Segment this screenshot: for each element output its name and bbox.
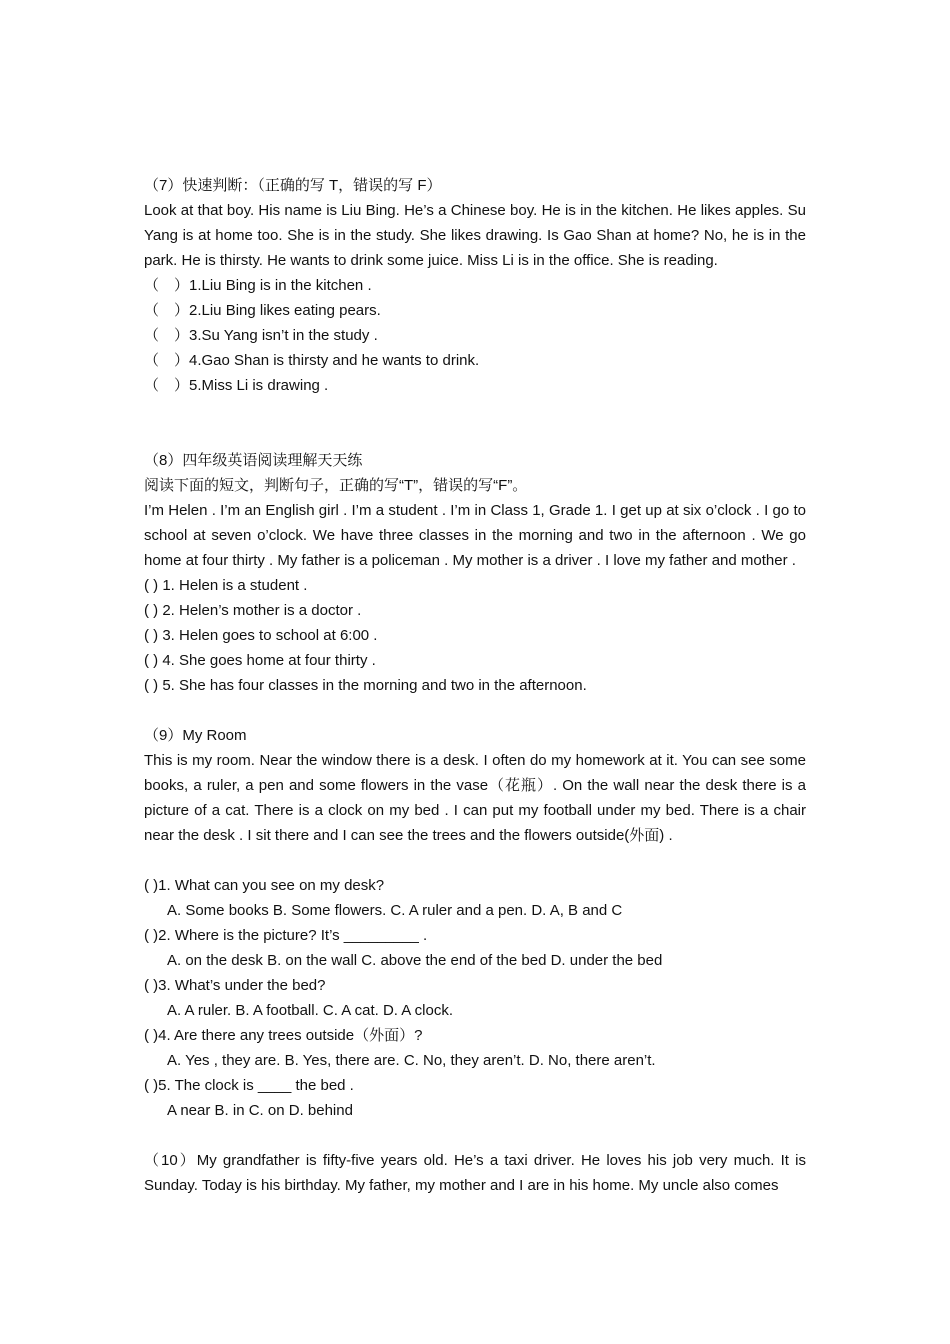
spacer xyxy=(144,1123,806,1148)
section-9-options-5: A near B. in C. on D. behind xyxy=(167,1102,353,1119)
section-9-question-2: ( )2. Where is the picture? It’s _________ . xyxy=(144,927,428,944)
section-9-question-1: ( )1. What can you see on my desk? xyxy=(144,877,385,894)
section-9-options-3: A. A ruler. B. A football. C. A cat. D. A clock. xyxy=(167,1002,453,1019)
section-7 xyxy=(144,173,806,398)
section-10 xyxy=(144,1148,806,1198)
spacer xyxy=(144,398,806,448)
section-9-options-4: A. Yes , they are. B. Yes, there are. C. No, they aren’t. D. No, there aren’t. xyxy=(167,1052,656,1069)
section-10-passage: （10）My grandfather is fifty-five years old. He’s a taxi driver. He loves his job very much. It is Sunday. Today is his birthday. My father, my mother and I are in his home. My uncle also comes xyxy=(144,1152,806,1194)
section-9 xyxy=(144,723,806,1123)
section-8-item-2: ( ) 2. Helen’s mother is a doctor . xyxy=(144,602,362,619)
section-8-item-4: ( ) 4. She goes home at four thirty . xyxy=(144,652,376,669)
section-7-item-5: （ ）5.Miss Li is drawing . xyxy=(144,377,329,394)
section-8-heading: （8）四年级英语阅读理解天天练 xyxy=(144,452,363,469)
spacer xyxy=(144,698,806,723)
section-7-passage: Look at that boy. His name is Liu Bing. He’s a Chinese boy. He is in the kitchen. He likes apples. Su Yang is at home too. She is in the study. She likes drawing. Is Gao Shan at home? No, he is in the park. He is thirsty. He wants to drink some juice. Miss Li is in the office. She is reading. xyxy=(144,202,806,269)
section-8-item-3: ( ) 3. Helen goes to school at 6:00 . xyxy=(144,627,378,644)
section-9-question-5: ( )5. The clock is ____ the bed . xyxy=(144,1077,354,1094)
section-9-question-4: ( )4. Are there any trees outside（外面）? xyxy=(144,1027,423,1044)
spacer xyxy=(144,848,806,873)
section-7-heading: （7）快速判断：（正确的写 T，错误的写 F） xyxy=(144,177,442,194)
section-9-question-3: ( )3. What’s under the bed? xyxy=(144,977,326,994)
section-9-passage: This is my room. Near the window there is a desk. I often do my homework at it. You can see some books, a ruler, a pen and some flowers in the vase（花瓶）. On the wall near the desk there is a picture of a cat. There is a clock on my bed . I can put my football under my bed. There is a chair near the desk . I sit there and I can see the trees and the flowers outside(外面) . xyxy=(144,752,806,844)
section-7-item-2: （ ）2.Liu Bing likes eating pears. xyxy=(144,302,381,319)
section-7-item-4: （ ）4.Gao Shan is thirsty and he wants to drink. xyxy=(144,352,480,369)
section-7-item-3: （ ）3.Su Yang isn’t in the study . xyxy=(144,327,378,344)
section-8-item-1: ( ) 1. Helen is a student . xyxy=(144,577,308,594)
section-9-options-2: A. on the desk B. on the wall C. above the end of the bed D. under the bed xyxy=(167,952,663,969)
section-8 xyxy=(144,448,806,698)
section-8-item-5: ( ) 5. She has four classes in the morning and two in the afternoon. xyxy=(144,677,587,694)
section-8-passage: I’m Helen . I’m an English girl . I’m a student . I’m in Class 1, Grade 1. I get up at six o’clock . I go to school at seven o’clock. We have three classes in the morning and two in the afternoon . We go home at four thirty . My father is a policeman . My mother is a driver . I love my father and mother . xyxy=(144,502,806,569)
document-content xyxy=(144,173,806,1198)
section-9-heading: （9）My Room xyxy=(144,727,247,744)
section-7-item-1: （ ）1.Liu Bing is in the kitchen . xyxy=(144,277,372,294)
section-8-instruction: 阅读下面的短文，判断句子，正确的写“T”，错误的写“F”。 xyxy=(144,477,528,494)
section-9-options-1: A. Some books B. Some flowers. C. A ruler and a pen. D. A, B and C xyxy=(167,902,623,919)
